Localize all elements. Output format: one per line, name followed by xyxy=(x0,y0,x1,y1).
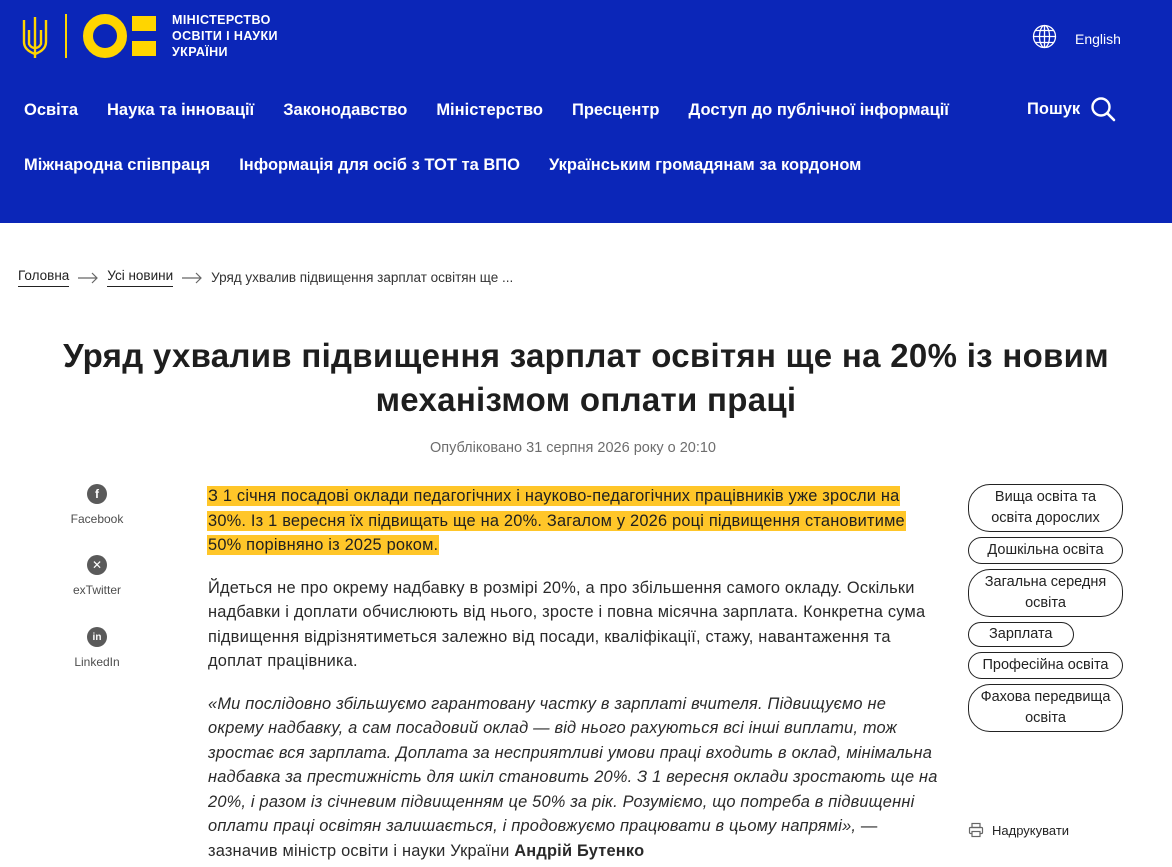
x-icon: ✕ xyxy=(87,555,107,575)
main-nav-row-1 xyxy=(24,101,949,120)
page-title: Уряд ухвалив підвищення зарплат освітян ще на 20% із новим механізмом оплати праці xyxy=(63,337,1109,418)
facebook-icon: f xyxy=(87,484,107,504)
nav-item-legislation[interactable]: Законодавство xyxy=(283,101,408,119)
share-label: LinkedIn xyxy=(74,655,120,669)
breadcrumb-news-link[interactable]: Усі новини xyxy=(107,268,173,287)
share-linkedin-button[interactable] xyxy=(62,627,132,669)
nav-item-abroad[interactable]: Українським громадянам за кордоном xyxy=(548,156,862,174)
nav-item-press-center[interactable]: Пресцентр xyxy=(571,101,660,119)
site-header xyxy=(0,0,1172,223)
tag-higher-education[interactable]: Вища освіта та освіта дорослих xyxy=(968,484,1123,532)
article-quote xyxy=(208,692,938,864)
logo-divider xyxy=(65,14,67,58)
publish-date: Опубліковано 31 серпня 2026 року о 20:10 xyxy=(429,440,716,456)
printer-icon xyxy=(968,822,984,838)
tag-general-secondary[interactable]: Загальна середня освіта xyxy=(968,569,1123,617)
share-facebook-button[interactable] xyxy=(62,484,132,526)
tag-vocational[interactable]: Професійна освіта xyxy=(968,652,1123,679)
ministry-name-line: МІНІСТЕРСТВО xyxy=(172,13,271,27)
nav-item-international[interactable]: Міжнародна співпраця xyxy=(24,156,211,174)
ministry-name-line: УКРАЇНИ xyxy=(172,45,228,59)
nav-item-education[interactable]: Освіта xyxy=(24,101,78,119)
print-button[interactable] xyxy=(968,822,1069,838)
tag-salary[interactable]: Зарплата xyxy=(968,622,1074,647)
search-icon xyxy=(1090,96,1116,122)
search-button[interactable] xyxy=(1027,96,1116,122)
ministry-name-line: ОСВІТИ І НАУКИ xyxy=(172,29,278,43)
print-label: Надрукувати xyxy=(992,822,1070,838)
lead-highlight: З 1 січня посадові оклади педагогічних і науково-педагогічних працівників уже зросли на 30%. Із 1 вересня їх підвищать ще на 20%. Загалом у 2026 році підвищення становитиме 50% порівняно із 2025 роком. xyxy=(208,487,905,554)
nav-item-ministry[interactable]: Міністерство xyxy=(436,101,543,119)
nav-item-science[interactable]: Наука та інновації xyxy=(107,101,255,119)
language-switch-link[interactable]: English xyxy=(1075,31,1121,47)
tag-professional-prehigher[interactable]: Фахова передвища освіта xyxy=(968,684,1123,732)
article-lead xyxy=(208,484,938,558)
share-x-button[interactable] xyxy=(62,555,132,597)
quote-author: Андрій Бутенко xyxy=(514,841,645,860)
arrow-right-icon xyxy=(181,272,203,284)
linkedin-icon: in xyxy=(87,627,107,647)
breadcrumb xyxy=(18,268,513,287)
nav-item-public-info[interactable]: Доступ до публічної інформації xyxy=(688,101,949,119)
arrow-right-icon xyxy=(77,272,99,284)
tags-list xyxy=(968,484,1124,732)
nav-item-tot-vpo[interactable]: Інформація для осіб з ТОТ та ВПО xyxy=(239,156,520,174)
article-paragraph: Йдеться не про окрему надбавку в розмірі 20%, а про збільшення самого окладу. Оскільки надбавки і доплати обчислюють від нього, зросте і повна місячна зарплата. Конкретна сума підвищення відрізнятиметься залежно від посади, кваліфікації, стажу, навантаження та доплат працівника. xyxy=(208,578,926,670)
quote-attribution: — зазначив міністр освіти і науки України xyxy=(208,817,878,860)
main-nav-row-2 xyxy=(24,156,861,175)
breadcrumb-current: Уряд ухвалив підвищення зарплат освітян ще ... xyxy=(211,270,514,285)
globe-icon[interactable] xyxy=(1032,24,1057,49)
trident-emblem-icon[interactable] xyxy=(20,14,50,60)
share-label: Facebook xyxy=(70,512,124,526)
share-label: exTwitter xyxy=(72,583,121,597)
breadcrumb-home-link[interactable]: Головна xyxy=(18,268,69,287)
article-body xyxy=(208,484,938,863)
quote-text: «Ми послідовно збільшуємо гарантовану частку в зарплаті вчителя. Підвищуємо не окрему надбавку, а сам посадовий оклад — від нього рахуються всі інші виплати, тож зростає вся зарплата. Доплата за несприятливі умови праці входить в оклад, мінімальна надбавка за престижність для шкіл становить 20%. З 1 вересня оклади зростають ще на 20%, і разом із січневим підвищенням це 50% за рік. Розуміємо, що потреба в підвищенні оплати праці освітян залишається, і продовжуємо працювати в цьому напрямі», xyxy=(208,694,938,835)
search-label: Пошук xyxy=(1027,99,1081,118)
mon-logo-icon[interactable] xyxy=(82,12,160,60)
ministry-name[interactable] xyxy=(172,12,278,60)
tag-preschool[interactable]: Дошкільна освіта xyxy=(968,537,1123,564)
